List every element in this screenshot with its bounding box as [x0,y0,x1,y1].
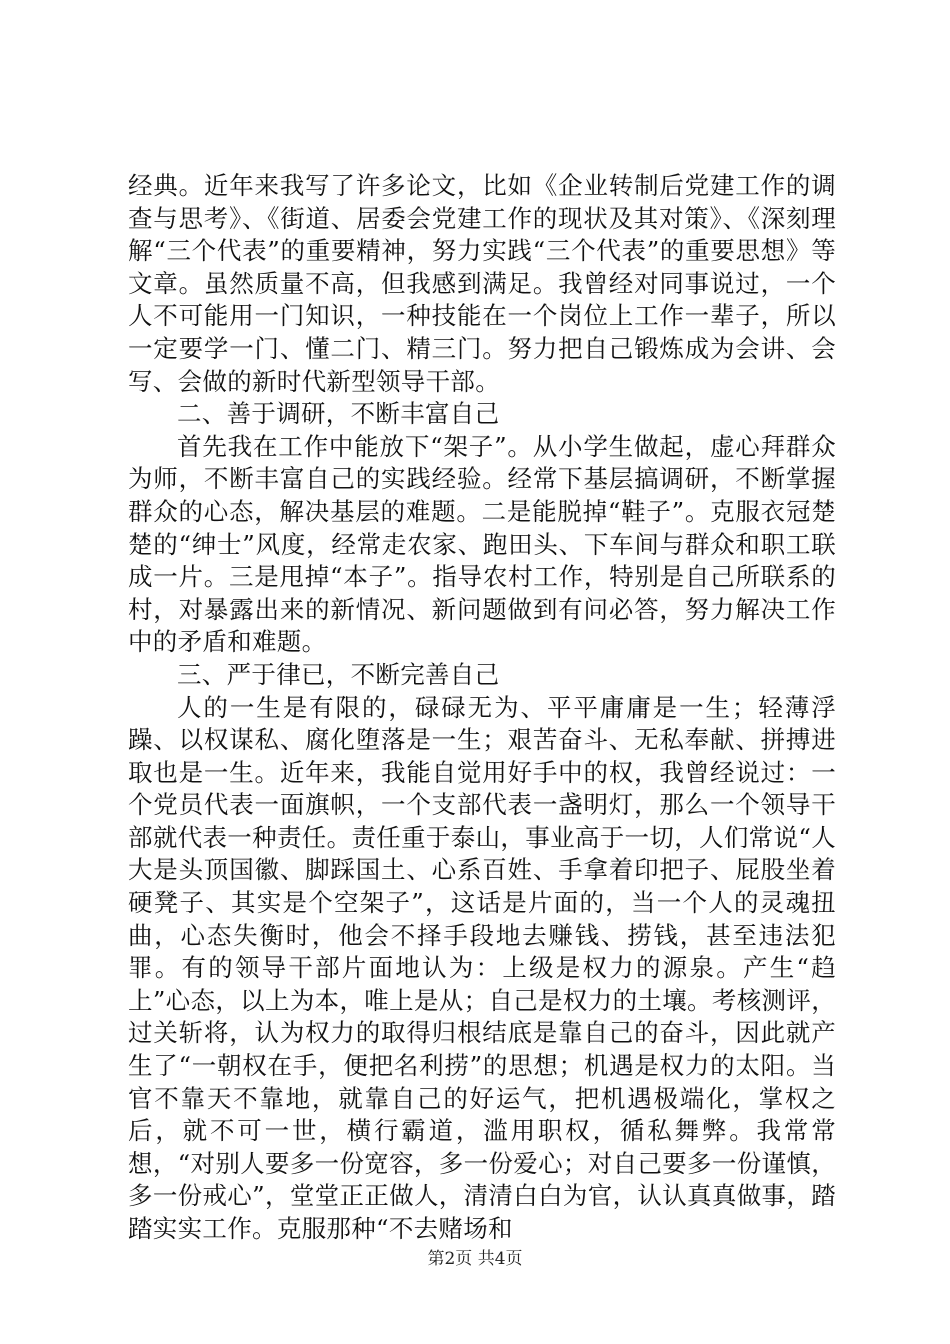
document-body [128,170,836,1246]
paragraph-self-discipline: 人的一生是有限的，碌碌无为、平平庸庸是一生；轻薄浮躁、以权谋私、腐化堕落是一生；艰苦奋斗、无私奉献、拼搏进取也是一生。近年来，我能自觉用好手中的权，我曾经说过：一个党员代表一面旗帜，一个支部代表一盏明灯，那么一个领导干部就代表一种责任。责任重于泰山，事业高于一切，人们常说“人大是头顶国徽、脚踩国土、心系百姓、手拿着印把子、屁股坐着硬凳子、其实是个空架子”，这话是片面的，当一个人的灵魂扭曲，心态失衡时，他会不择手段地去赚钱、捞钱，甚至违法犯罪。有的领导干部片面地认为：上级是权力的源泉。产生“趋上”心态，以上为本，唯上是从；自己是权力的土壤。考核测评，过关斩将，认为权力的取得归根结底是靠自己的奋斗，因此就产生了“一朝权在手，便把名利捞”的思想；机遇是权力的太阳。当官不靠天不靠地，就靠自己的好运气，把机遇极端化，掌权之后，就不可一世，横行霸道，滥用职权，循私舞弊。我常常想，“对别人要多一份宽容，多一份爱心；对自己要多一份谨慎，多一份戒心”，堂堂正正做人，清清白白为官，认认真真做事，踏踏实实工作。克服那种“不去赌场和 [128,692,836,1243]
section-heading-2: 二、善于调研，不断丰富自己 [177,399,500,429]
paragraph-continuation: 经典。近年来我写了许多论文，比如《企业转制后党建工作的调查与思考》、《街道、居委会党建工作的现状及其对策》、《深刻理解“三个代表”的重要精神，努力实践“三个代表”的重要思想》等文章。虽然质量不高，但我感到满足。我曾经对同事说过，一个人不可能用一门知识，一种技能在一个岗位上工作一辈子，所以一定要学一门、懂二门、精三门。努力把自己锻炼成为会讲、会写、会做的新时代新型领导干部。 [128,171,836,396]
paragraph-research: 首先我在工作中能放下“架子”。从小学生做起，虚心拜群众为师，不断丰富自己的实践经验。经常下基层搞调研，不断掌握群众的心态，解决基层的难题。二是能脱掉“鞋子”。克服衣冠楚楚的“绅士”风度，经常走农家、跑田头、下车间与群众和职工联成一片。三是甩掉“本子”。指导农村工作，特别是自己所联系的村，对暴露出来的新情况、新问题做到有问必答，努力解决工作中的矛盾和难题。 [128,431,836,657]
section-heading-3: 三、严于律已，不断完善自己 [177,659,500,689]
page-number-footer: 第2页 共4页 [427,1249,523,1269]
